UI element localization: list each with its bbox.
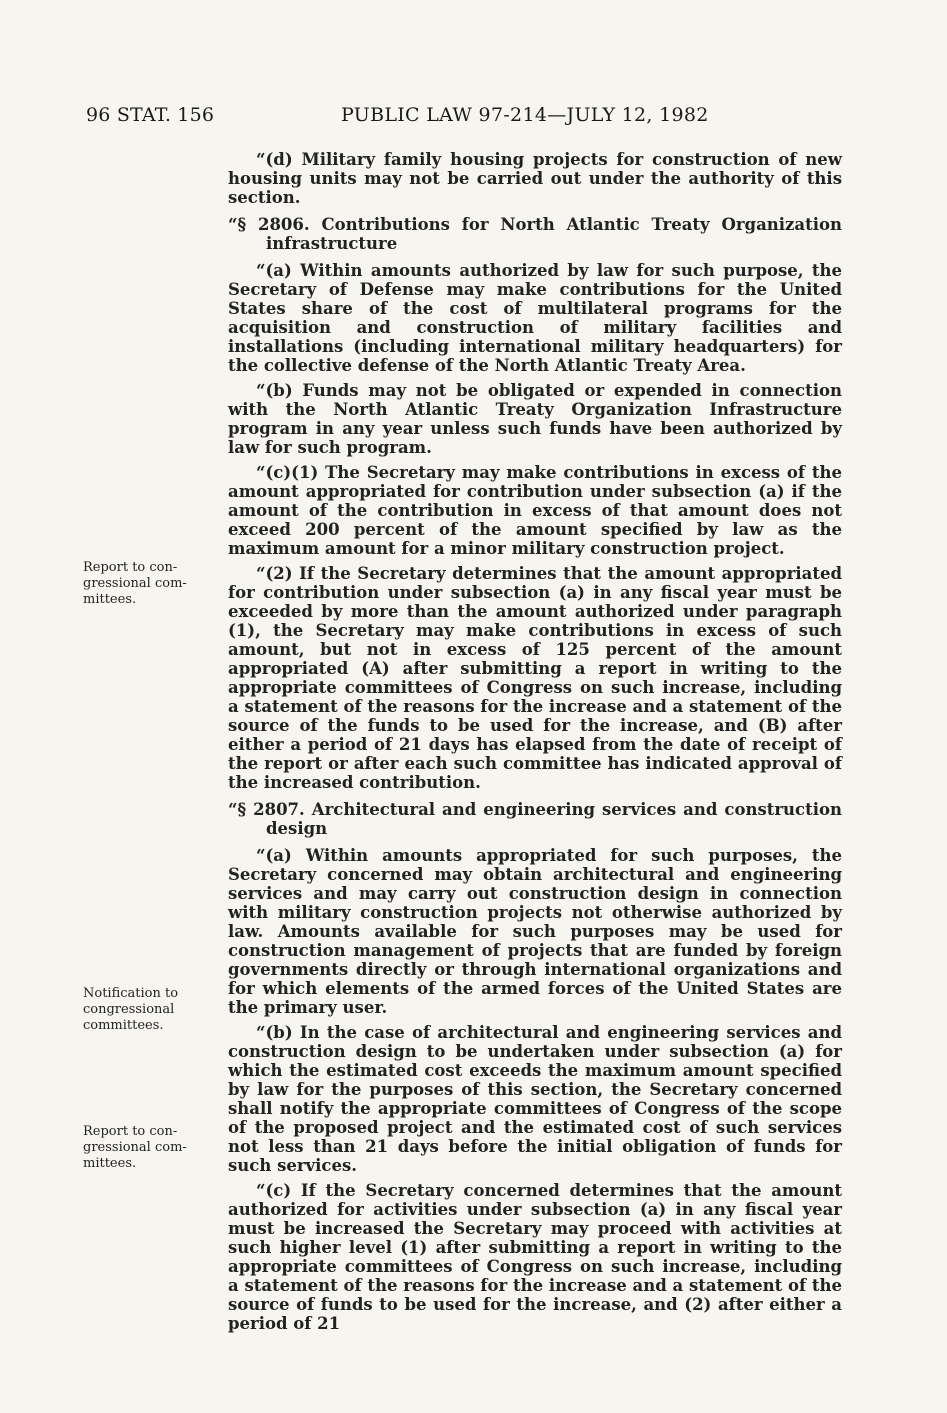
page-header (86, 104, 846, 134)
section-2807-heading (228, 800, 842, 838)
section-2806-title: Contributions for North Atlantic Treaty Organization infrastructure (266, 215, 842, 253)
section-2807-title: Architectural and engineering services and construction design (266, 800, 842, 838)
section-2806-number: “§ 2806. (228, 215, 310, 234)
paragraph-2806-c2: “(2) If the Secretary determines that the amount appropriated for contribution under subsection (a) in any fiscal year must be exceeded by more than the amount authorized under paragraph (1), the Secretary may make contributions in excess of such amount, but not in excess of 125 percent of the amount appropriated (A) after submitting a report in writing to the appropriate committees of Congress on such increase, including a statement of the reasons for the increase and a statement of the source of the funds to be used for the increase, and (B) after either a period of 21 days has elapsed from the date of receipt of the report or after each such committee has indicated approval of the increased contribution. (228, 564, 842, 792)
paragraph-2807-c: “(c) If the Secretary concerned determines that the amount authorized for activities under subsection (a) in any fiscal year must be increased the Secretary may proceed with activities at such higher level (1) after submitting a report in writing to the appropriate committees of Congress on such increase, including a statement of the reasons for the increase and a statement of the source of funds to be used for the increase, and (2) after either a period of 21 (228, 1181, 842, 1333)
paragraph-d: “(d) Military family housing projects for construction of new housing units may not be carried out under the authority of this section. (228, 150, 842, 207)
margin-note-report-2: Report to con- gressional com- mittees. (83, 1124, 187, 1171)
paragraph-2807-a: “(a) Within amounts appropriated for such purposes, the Secretary concerned may obtain architectural and engineering services and may carry out construction design in connection with military construction projects not otherwise authorized by law. Amounts available for such purposes may be used for construction management of projects that are funded by foreign governments directly or through international organizations and for which elements of the armed forces of the United States are the primary user. (228, 846, 842, 1017)
statute-page-number: 96 STAT. 156 (86, 104, 215, 126)
section-2807-number: “§ 2807. (228, 800, 305, 819)
statute-body (228, 150, 842, 1339)
public-law-title: PUBLIC LAW 97-214—JULY 12, 1982 (341, 104, 709, 126)
margin-note-notification: Notification to congressional committees. (83, 986, 179, 1033)
paragraph-2807-b: “(b) In the case of architectural and engineering services and construction design to be undertaken under subsection (a) for which the estimated cost exceeds the maximum amount specified by law for the purposes of this section, the Secretary concerned shall notify the appropriate committees of Congress of the scope of the proposed project and the estimated cost of such services not less than 21 days before the initial obligation of funds for such services. (228, 1023, 842, 1175)
margin-note-report-1: Report to con- gressional com- mittees. (83, 560, 187, 607)
paragraph-2806-c1: “(c)(1) The Secretary may make contributions in excess of the amount appropriated for contribution under subsection (a) if the amount of the contribution in excess of that amount does not exceed 200 percent of the amount specified by law as the maximum amount for a minor military construction project. (228, 463, 842, 558)
paragraph-2806-a: “(a) Within amounts authorized by law for such purpose, the Secretary of Defense may make contributions for the United States share of the cost of multilateral programs for the acquisition and construction of military facilities and installations (including international military headquarters) for the collective defense of the North Atlantic Treaty Area. (228, 261, 842, 375)
paragraph-2806-b: “(b) Funds may not be obligated or expended in connection with the North Atlantic Treaty Organization Infrastructure program in any year unless such funds have been authorized by law for such program. (228, 381, 842, 457)
section-2806-heading (228, 215, 842, 253)
